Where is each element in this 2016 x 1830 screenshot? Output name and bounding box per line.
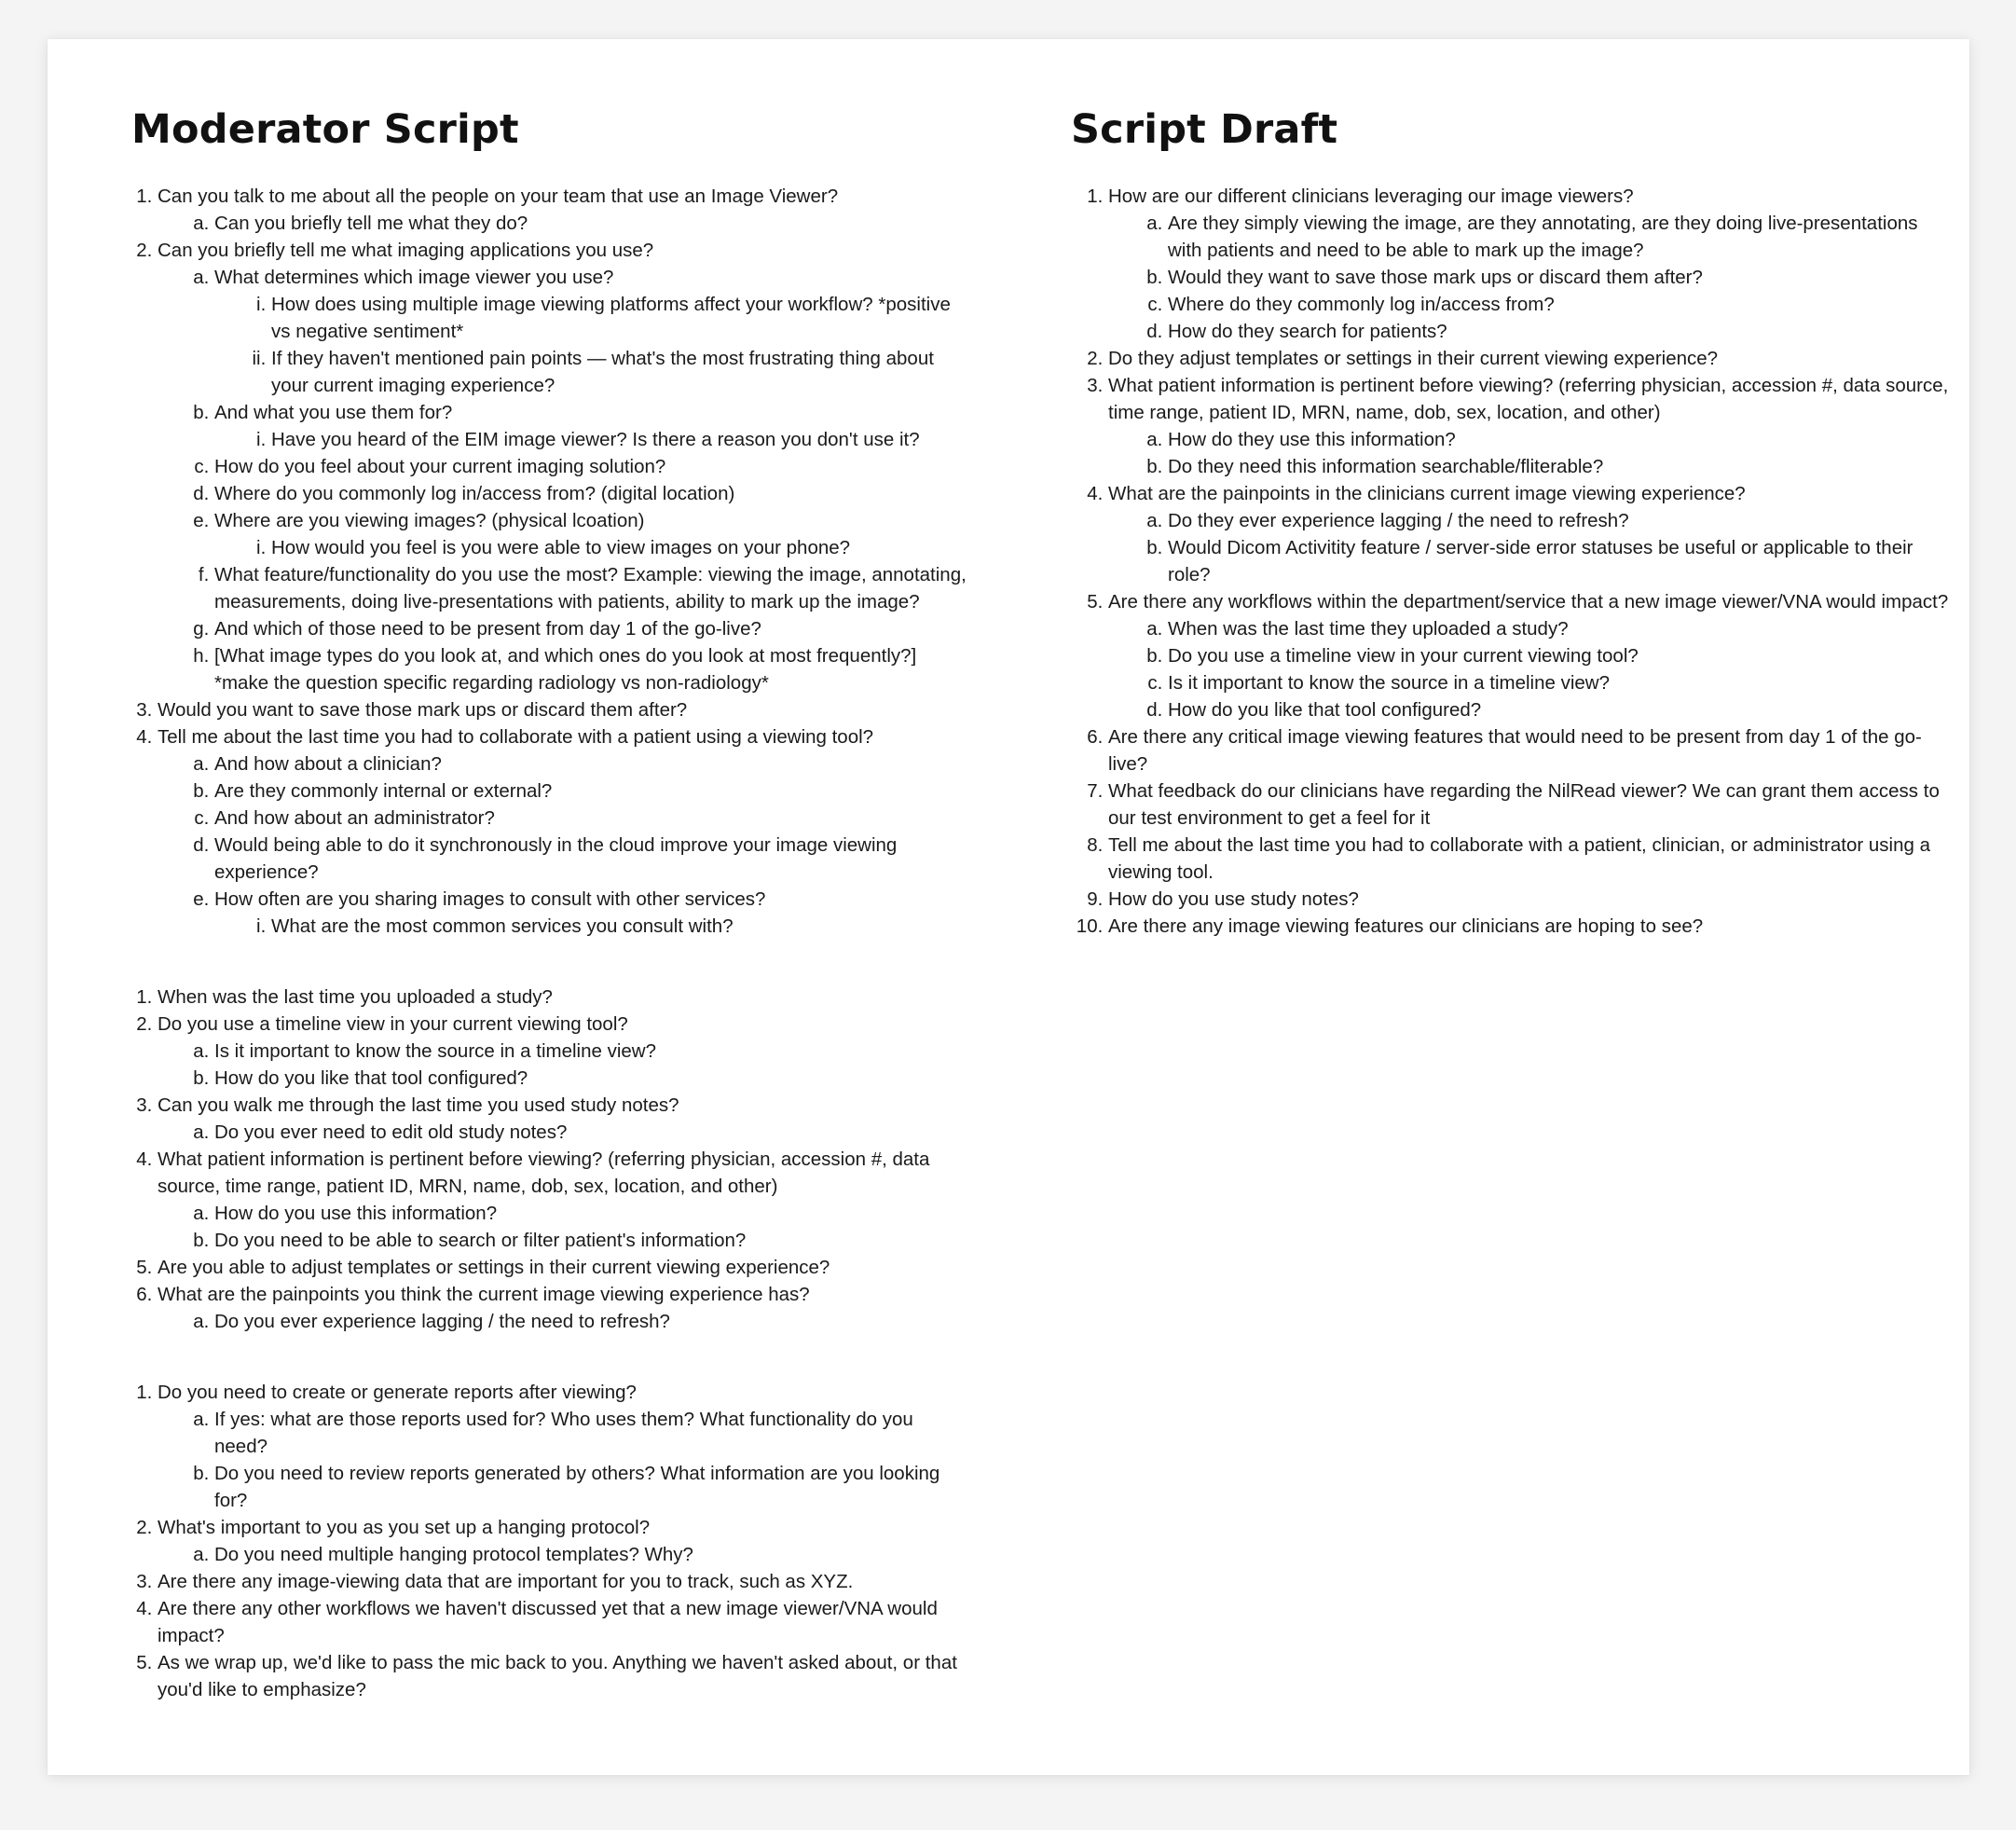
outline-item-text: Can you walk me through the last time you used study notes? bbox=[158, 1094, 679, 1116]
outline-list-level-3 bbox=[214, 913, 970, 940]
outline-list-level-2 bbox=[1108, 507, 1956, 588]
outline-item bbox=[1168, 669, 1956, 696]
outline-item-text: Have you heard of the EIM image viewer? Is there a reason you don't use it? bbox=[271, 429, 920, 450]
outline-item-text: Do they ever experience lagging / the need to refresh? bbox=[1168, 510, 1629, 531]
outline-item-text: How do you use study notes? bbox=[1108, 888, 1359, 910]
outline-list-level-3 bbox=[214, 291, 970, 399]
script-draft-column bbox=[1071, 106, 1956, 940]
outline-item-text: How does using multiple image viewing platforms affect your workflow? *positive vs negative sentiment* bbox=[271, 294, 951, 342]
outline-item-text: If they haven't mentioned pain points — what's the most frustrating thing about your current imaging experience? bbox=[271, 348, 934, 396]
script-draft-title: Script Draft bbox=[1071, 106, 1338, 153]
outline-item bbox=[1108, 480, 1956, 588]
outline-item-text: Are there any other workflows we haven't discussed yet that a new image viewer/VNA would impact? bbox=[158, 1598, 938, 1646]
outline-item bbox=[214, 1065, 970, 1092]
outline-item-text: Do you ever need to edit old study notes? bbox=[214, 1121, 568, 1143]
outline-item-text: What are the painpoints in the clinicians current image viewing experience? bbox=[1108, 483, 1746, 504]
outline-item bbox=[158, 1514, 970, 1568]
outline-item bbox=[1108, 913, 1956, 940]
outline-item-text: What feedback do our clinicians have regarding the NilRead viewer? We can grant them access to our test environment to get a feel for it bbox=[1108, 780, 1940, 829]
outline-item bbox=[158, 183, 970, 237]
outline-item-text: Are they simply viewing the image, are they annotating, are they doing live-presentations with patients and need to be able to mark up the image? bbox=[1168, 213, 1918, 261]
outline-item-text: Are there any workflows within the department/service that a new image viewer/VNA would impact? bbox=[1108, 591, 1949, 612]
outline-item bbox=[158, 1011, 970, 1092]
outline-item bbox=[271, 345, 970, 399]
outline-item-text: Are you able to adjust templates or settings in their current viewing experience? bbox=[158, 1257, 830, 1278]
outline-item-text: Do you use a timeline view in your current viewing tool? bbox=[1168, 645, 1639, 667]
outline-item bbox=[1108, 777, 1956, 832]
outline-item bbox=[214, 805, 970, 832]
outline-item bbox=[1108, 723, 1956, 777]
outline-item bbox=[214, 1406, 970, 1460]
outline-item-text: Do you need multiple hanging protocol templates? Why? bbox=[214, 1544, 693, 1565]
outline-item bbox=[214, 1308, 970, 1335]
outline-item-text: Would they want to save those mark ups or discard them after? bbox=[1168, 267, 1703, 288]
outline-item bbox=[1108, 372, 1956, 480]
outline-item bbox=[214, 1119, 970, 1146]
outline-item-text: Do you use a timeline view in your current viewing tool? bbox=[158, 1013, 628, 1035]
outline-item-text: And how about an administrator? bbox=[214, 807, 495, 829]
outline-item bbox=[1108, 588, 1956, 723]
outline-item bbox=[158, 1092, 970, 1146]
outline-item-text: Would being able to do it synchronously in the cloud improve your image viewing experience? bbox=[214, 834, 898, 883]
outline-list-level-2 bbox=[158, 1038, 970, 1092]
outline-item-text: How do they search for patients? bbox=[1168, 321, 1447, 342]
question-section-2 bbox=[131, 984, 970, 1335]
outline-list-level-2 bbox=[158, 1200, 970, 1254]
document-page bbox=[48, 39, 1969, 1775]
outline-item-text: Where do you commonly log in/access from? (digital location) bbox=[214, 483, 735, 504]
outline-item bbox=[214, 453, 970, 480]
outline-item-text: And which of those need to be present from day 1 of the go-live? bbox=[214, 618, 761, 640]
question-section-1 bbox=[1071, 183, 1956, 940]
outline-item bbox=[158, 237, 970, 696]
outline-item-text: As we wrap up, we'd like to pass the mic back to you. Anything we haven't asked about, or that you'd like to emphasize? bbox=[158, 1652, 957, 1700]
outline-item bbox=[214, 210, 970, 237]
outline-item bbox=[1168, 507, 1956, 534]
outline-list-level-3 bbox=[214, 534, 970, 561]
outline-list-level-2 bbox=[158, 1406, 970, 1514]
outline-item-text: Are there any image-viewing data that are important for you to track, such as XYZ. bbox=[158, 1571, 854, 1592]
outline-item-text: What are the painpoints you think the current image viewing experience has? bbox=[158, 1284, 810, 1305]
outline-item bbox=[214, 1038, 970, 1065]
section-spacer bbox=[131, 1335, 970, 1379]
moderator-script-title: Moderator Script bbox=[131, 106, 519, 153]
outline-item bbox=[158, 696, 970, 723]
outline-item bbox=[214, 480, 970, 507]
outline-item-text: Can you briefly tell me what imaging applications you use? bbox=[158, 240, 654, 261]
outline-list-level-2 bbox=[158, 1119, 970, 1146]
outline-item-text: Tell me about the last time you had to collaborate with a patient, clinician, or administrator using a viewing tool. bbox=[1108, 834, 1930, 883]
outline-item-text: What determines which image viewer you use? bbox=[214, 267, 614, 288]
outline-item bbox=[214, 1460, 970, 1514]
outline-item bbox=[214, 264, 970, 399]
outline-item bbox=[214, 1227, 970, 1254]
outline-item bbox=[214, 507, 970, 561]
outline-item bbox=[1168, 291, 1956, 318]
outline-item bbox=[158, 1379, 970, 1514]
outline-item bbox=[1108, 345, 1956, 372]
outline-item bbox=[271, 534, 970, 561]
outline-item-text: How do you like that tool configured? bbox=[1168, 699, 1482, 721]
outline-item-text: When was the last time you uploaded a study? bbox=[158, 986, 553, 1008]
outline-item-text: Where do they commonly log in/access from? bbox=[1168, 294, 1555, 315]
outline-list-level-2 bbox=[158, 750, 970, 940]
outline-item bbox=[158, 1595, 970, 1649]
moderator-script-column bbox=[131, 106, 970, 1703]
question-section-1 bbox=[131, 183, 970, 940]
outline-item bbox=[1168, 318, 1956, 345]
outline-item-text: Where are you viewing images? (physical lcoation) bbox=[214, 510, 645, 531]
outline-item-text: Are they commonly internal or external? bbox=[214, 780, 553, 802]
outline-item bbox=[158, 723, 970, 940]
outline-item-text: [What image types do you look at, and which ones do you look at most frequently?] *make the question specific regarding radiology vs non-radiology* bbox=[214, 645, 917, 694]
outline-item-text: How are our different clinicians leveraging our image viewers? bbox=[1108, 186, 1634, 207]
outline-item bbox=[214, 750, 970, 777]
outline-item bbox=[1108, 832, 1956, 886]
outline-item-text: How do they use this information? bbox=[1168, 429, 1456, 450]
outline-item bbox=[1168, 642, 1956, 669]
outline-item bbox=[214, 561, 970, 615]
outline-item bbox=[271, 291, 970, 345]
outline-item-text: Is it important to know the source in a timeline view? bbox=[1168, 672, 1610, 694]
outline-item-text: Is it important to know the source in a timeline view? bbox=[214, 1040, 656, 1062]
outline-item-text: What patient information is pertinent before viewing? (referring physician, accession #, data source, time range, patient ID, MRN, name, dob, sex, location, and other) bbox=[158, 1149, 930, 1197]
outline-item-text: Do they need this information searchable/fliterable? bbox=[1168, 456, 1604, 477]
outline-item-text: How would you feel is you were able to view images on your phone? bbox=[271, 537, 851, 558]
outline-item-text: If yes: what are those reports used for? Who uses them? What functionality do you need? bbox=[214, 1409, 913, 1457]
outline-list-level-2 bbox=[158, 1541, 970, 1568]
outline-item-text: What patient information is pertinent before viewing? (referring physician, accession #, data source, time range, patient ID, MRN, name, dob, sex, location, and other) bbox=[1108, 375, 1949, 423]
outline-item-text: Are there any critical image viewing features that would need to be present from day 1 of the go-live? bbox=[1108, 726, 1922, 775]
outline-item bbox=[214, 615, 970, 642]
outline-item-text: How do you use this information? bbox=[214, 1203, 498, 1224]
outline-item bbox=[158, 1146, 970, 1254]
outline-item-text: Do you need to create or generate reports after viewing? bbox=[158, 1382, 637, 1403]
outline-item bbox=[1108, 183, 1956, 345]
outline-item-text: What's important to you as you set up a hanging protocol? bbox=[158, 1517, 651, 1538]
outline-item-text: When was the last time they uploaded a study? bbox=[1168, 618, 1569, 640]
outline-list-level-2 bbox=[1108, 426, 1956, 480]
outline-item-text: How do you like that tool configured? bbox=[214, 1067, 528, 1089]
outline-item-text: Would you want to save those mark ups or discard them after? bbox=[158, 699, 688, 721]
outline-item bbox=[214, 886, 970, 940]
outline-item bbox=[214, 642, 970, 696]
outline-item bbox=[1168, 453, 1956, 480]
outline-item-text: What feature/functionality do you use the most? Example: viewing the image, annotating, measurements, doing live-presentations with patients, ability to mark up the image? bbox=[214, 564, 967, 612]
outline-item-text: And how about a clinician? bbox=[214, 753, 442, 775]
outline-item-text: What are the most common services you consult with? bbox=[271, 915, 734, 937]
moderator-script-lists bbox=[131, 183, 970, 1703]
outline-item-text: Do you need to review reports generated by others? What information are you looking for? bbox=[214, 1463, 940, 1511]
outline-item-text: Do you need to be able to search or filter patient's information? bbox=[214, 1230, 747, 1251]
outline-list-level-2 bbox=[1108, 210, 1956, 345]
outline-item bbox=[158, 1649, 970, 1703]
outline-item bbox=[158, 1281, 970, 1335]
outline-list-level-2 bbox=[158, 264, 970, 696]
outline-item-text: How often are you sharing images to consult with other services? bbox=[214, 888, 766, 910]
outline-item-text: Do you ever experience lagging / the need to refresh? bbox=[214, 1311, 670, 1332]
script-draft-lists bbox=[1071, 183, 1956, 940]
outline-item-text: Are there any image viewing features our clinicians are hoping to see? bbox=[1108, 915, 1704, 937]
outline-item bbox=[271, 913, 970, 940]
outline-item-text: Do they adjust templates or settings in their current viewing experience? bbox=[1108, 348, 1719, 369]
outline-item bbox=[1168, 264, 1956, 291]
question-section-3 bbox=[131, 1379, 970, 1703]
outline-item bbox=[1168, 426, 1956, 453]
outline-item-text: Tell me about the last time you had to collaborate with a patient using a viewing tool? bbox=[158, 726, 874, 748]
outline-item bbox=[158, 1568, 970, 1595]
outline-item-text: Would Dicom Activitity feature / server-side error statuses be useful or applicable to their role? bbox=[1168, 537, 1913, 585]
outline-item bbox=[1168, 210, 1956, 264]
outline-item bbox=[271, 426, 970, 453]
outline-item bbox=[1168, 534, 1956, 588]
outline-item bbox=[1108, 886, 1956, 913]
outline-list-level-2 bbox=[158, 1308, 970, 1335]
outline-item bbox=[214, 832, 970, 886]
section-spacer bbox=[131, 940, 970, 984]
outline-list-level-3 bbox=[214, 426, 970, 453]
outline-list-level-2 bbox=[158, 210, 970, 237]
outline-item-text: How do you feel about your current imaging solution? bbox=[214, 456, 666, 477]
outline-item-text: Can you talk to me about all the people on your team that use an Image Viewer? bbox=[158, 186, 839, 207]
outline-item bbox=[214, 399, 970, 453]
outline-item bbox=[1168, 696, 1956, 723]
outline-item bbox=[158, 1254, 970, 1281]
outline-item-text: Can you briefly tell me what they do? bbox=[214, 213, 528, 234]
outline-item bbox=[214, 1541, 970, 1568]
outline-item bbox=[158, 984, 970, 1011]
outline-item bbox=[214, 1200, 970, 1227]
outline-item bbox=[214, 777, 970, 805]
outline-item-text: And what you use them for? bbox=[214, 402, 453, 423]
outline-item bbox=[1168, 615, 1956, 642]
outline-list-level-2 bbox=[1108, 615, 1956, 723]
